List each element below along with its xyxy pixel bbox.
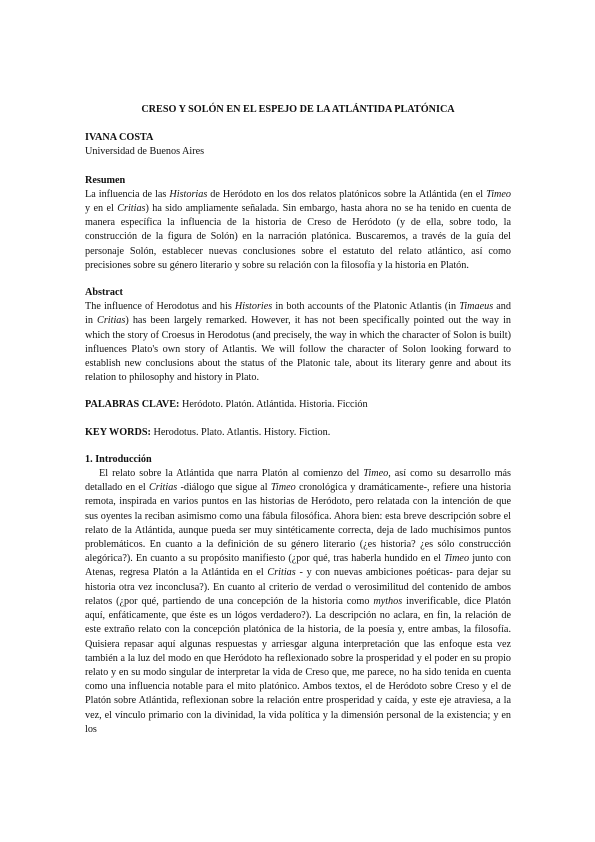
paper-page xyxy=(85,103,511,737)
key-words: KEY WORDS: Herodotus. Plato. Atlantis. History. Fiction. xyxy=(85,426,331,438)
abstract-text: The influence of Herodotus and his Histories in both accounts of the Platonic Atlantis (in Timaeus and in Critias) has been largely remarked. However, it has not been specifically pointed out the way in which the story of Croesus in Herodotus (and precisely, the way in which the character of Solon is built) influences Plato's own story of Atlantis. We will follow the character of Solon looking forward to establish new conclusions about the status of the Platonic tale, about its literary genre and about its relation to philosophy and history in Plato. xyxy=(85,301,511,384)
author-name: IVANA COSTA xyxy=(85,132,154,144)
author-affiliation: Universidad de Buenos Aires xyxy=(85,146,205,158)
abstract-heading: Abstract xyxy=(85,287,123,299)
palabras-clave: PALABRAS CLAVE: Heródoto. Platón. Atlántida. Historia. Ficción xyxy=(85,399,368,411)
introduccion-heading: 1. Introducción xyxy=(85,453,152,465)
resumen-text: La influencia de las Historias de Heródoto en los dos relatos platónicos sobre la Atlántida (en el Timeo y en el Critias) ha sido ampliamente señalada. Sin embargo, hasta ahora no se ha tenido en cuenta de manera específica la influencia de la historia de Creso de Heródoto (y de ella, sobre todo, la construcción de la figura de Solón) en la narración platónica. Buscaremos, a través de la guía del personaje Solón, establecer nuevas conclusiones sobre el estatuto del relato atlántico, así como precisiones sobre su género literario y sobre su relación con la filosofía y la historia en Platón. xyxy=(85,188,512,271)
paper-title: CRESO Y SOLÓN EN EL ESPEJO DE LA ATLÁNTIDA PLATÓNICA xyxy=(141,104,455,115)
resumen-heading: Resumen xyxy=(85,174,126,186)
introduccion-text: El relato sobre la Atlántida que narra Platón al comienzo del Timeo, así como su desarrollo más detallado en el Critias -diálogo que sigue al Timeo cronológica y dramáticamente-, refiere una historia remota, inspirada en varios puntos en las historias de Heródoto, pero relatada con la intención de que sus oyentes la reciban asimismo como una fábula filosófica. Ahora bien: esta breve descripción sobre el relato de la Atlántida, aunque pueda ser muy sintéticamente correcta, deja de lado muchísimos puntos problemáticos. En cuanto a la definición de su género literario (¿es historia? ¿es sólo construcción alegórica?). En cuanto a su propósito manifiesto (¿por qué, tras haberla hundido en el Timeo junto con Atenas, regresa Platón a la Atlántida en el Critias - y con nuevas ambiciones poéticas- para dejar su historia otra vez inconclusa?). En cuanto al criterio de verdad o verosimilitud del contenido de ambos relatos (¿por qué, partiendo de una concepción de la historia como mythos inverificable, dice Platón aquí, enfáticamente, que éste es un lógos verdadero?). La descripción no aclara, en fin, la relación de este extraño relato con la concepción platónica de la historia, de la poesía y, entre ambas, la filosofía. Quisiera repasar aquí algunas respuestas y arriesgar alguna interpretación que las enfoque esta vez también a la luz del modo en que Heródoto ha reflexionado sobre la prosperidad y el poder en su propio relato y en su modo singular de interpretar la vida de Creso que, me parece, no ha sido tenida en cuenta como una influencia notable para el mito platónico. Ambos textos, el de Heródoto sobre Creso y el de Platón sobre Atlántida, reflexionan sobre la relación entre prosperidad y caída, y este eje atraviesa, a la vez, el vínculo primario con la divinidad, la vida política y la dimensión personal de la existencia; y en los xyxy=(85,468,512,735)
